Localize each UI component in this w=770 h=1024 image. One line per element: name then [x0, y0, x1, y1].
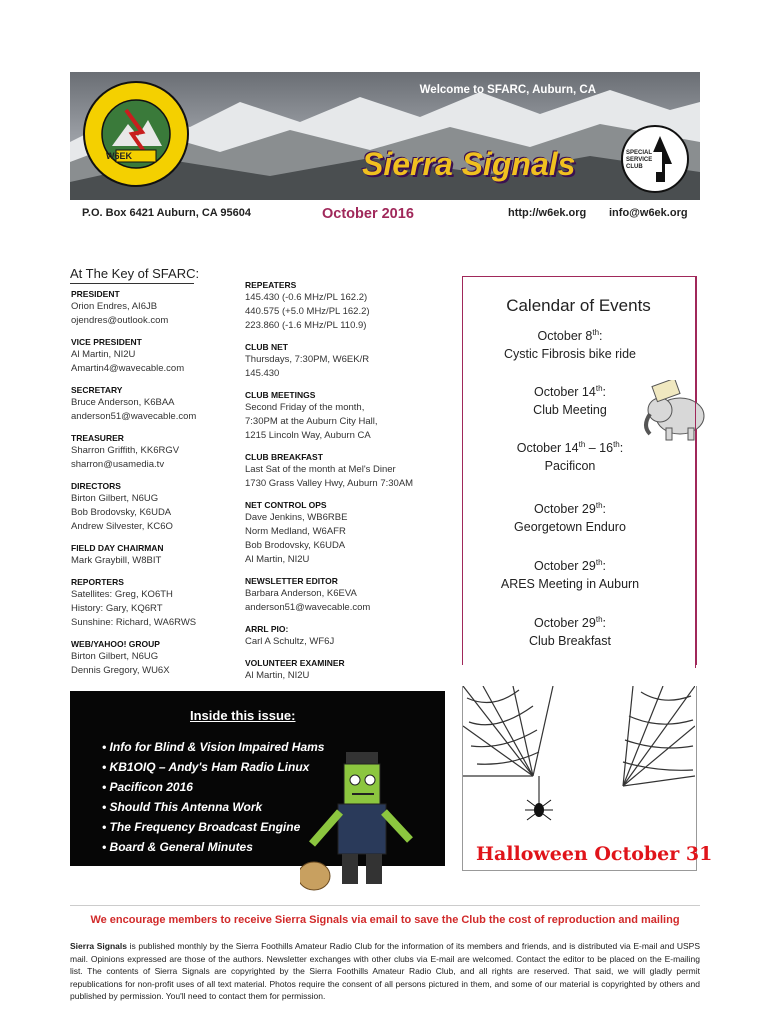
calendar-event: [480, 436, 660, 475]
inside-issue-item: [102, 740, 324, 754]
officer-name: anderson51@wavecable.com: [71, 411, 197, 422]
officer-name: Bob Brodovsky, K6UDA: [245, 540, 346, 551]
officer-name: Satellites: Greg, KO6TH: [71, 589, 173, 600]
officer-role: NET CONTROL OPS: [245, 500, 327, 510]
officer-role: REPORTERS: [71, 577, 124, 587]
event-date-tail: :: [619, 441, 624, 456]
event-description: Cystic Fibrosis bike ride: [504, 347, 636, 362]
website-link[interactable]: http://w6ek.org: [508, 207, 587, 219]
officer-role: SECRETARY: [71, 385, 123, 395]
inside-issue-item-text: Info for Blind & Vision Impaired Hams: [109, 740, 325, 754]
bullet-icon: •: [102, 840, 110, 854]
officer-name: anderson51@wavecable.com: [245, 602, 371, 613]
event-date-text: October 29: [534, 502, 596, 517]
officer-name: Al Martin, NI2U: [245, 670, 310, 681]
inside-issue-item-text: Pacificon 2016: [109, 780, 193, 794]
officer-role: WEB/YAHOO! GROUP: [71, 639, 160, 649]
officer-role: DIRECTORS: [71, 481, 121, 491]
event-date-text: October 14: [534, 385, 596, 400]
event-date-text: October 14: [516, 441, 579, 456]
officer-role: REPEATERS: [245, 280, 297, 290]
elephant-icon: [640, 380, 710, 442]
event-date-suffix: th: [595, 384, 603, 393]
newsletter-title: Sierra Signals: [362, 146, 576, 182]
officer-name: Al Martin, NI2U: [71, 349, 136, 360]
officer-name: 1215 Lincoln Way, Auburn CA: [245, 430, 371, 441]
event-date: [480, 611, 660, 632]
officer-name: 7:30PM at the Auburn City Hall,: [245, 416, 378, 427]
officer-name: Last Sat of the month at Mel's Diner: [245, 464, 396, 475]
logo-callsign: W6EK: [106, 151, 133, 161]
inside-issue-item-text: The Frequency Broadcast Engine: [109, 820, 301, 834]
officer-name: History: Gary, KQ6RT: [71, 603, 163, 614]
officer-name: ojendres@outlook.com: [71, 315, 169, 326]
publication-notice-text: is published monthly by the Sierra Foothills Amateur Radio Club for the information of its members and friends, and is distributed via E-mail and USPS mail. Opinions expressed are those of the authors. Newsletter exchanges with other clubs via E-mail are welcomed. Contact the editor to be placed on the E-mailing list. The contents of Sierra Signals are copyrighted by the Sierra Foothills Amateur Radio Club, and all rights are reserved. That said, we will gladly permit republications for non-profit uses of all text material. Photos require the consent of all persons pictured in them, and some of our material is copyrighted by others and published by permission. You'll need to contact them for permission.: [70, 941, 700, 1001]
publication-notice: [70, 940, 700, 1003]
badge-text: SPECIAL SERVICE CLUB: [626, 150, 653, 170]
officer-name: Al Martin, NI2U: [245, 554, 310, 565]
inside-issue-item: [102, 820, 300, 834]
officer-name: Sunshine: Richard, WA6RWS: [71, 617, 197, 628]
calendar-event: [480, 380, 660, 419]
event-date-text: October 8: [537, 329, 593, 344]
officer-name: Barbara Anderson, K6EVA: [245, 588, 357, 599]
event-date-suffix: th: [578, 440, 586, 449]
event-date-suffix: th: [613, 440, 620, 449]
calendar-event: [480, 497, 660, 536]
officer-name: Second Friday of the month,: [245, 402, 365, 413]
issue-month: October 2016: [322, 206, 414, 222]
officer-name: Bob Brodovsky, K6UDA: [71, 507, 172, 518]
event-date-text: October 29: [534, 559, 596, 574]
welcome-text: Welcome to SFARC, Auburn, CA: [419, 84, 596, 96]
event-date-tail: :: [602, 502, 606, 517]
event-description: Pacificon: [544, 459, 596, 474]
inside-issue-item: [102, 780, 193, 794]
bullet-icon: •: [102, 820, 110, 834]
officer-role: ARRL PIO:: [245, 624, 289, 634]
officer-name: Orion Endres, AI6JB: [71, 301, 158, 312]
officer-name: Mark Graybill, W8BIT: [71, 555, 162, 566]
inside-issue-title: Inside this issue:: [190, 708, 296, 723]
calendar-event: [480, 611, 660, 650]
event-date-tail: – 16: [585, 441, 614, 456]
officers-column-right: [245, 271, 455, 683]
inside-issue-item-text: Should This Antenna Work: [109, 800, 263, 814]
officer-role: CLUB BREAKFAST: [245, 452, 323, 462]
officer-name: Sharron Griffith, KK6RGV: [71, 445, 180, 456]
officer-role: VICE PRESIDENT: [71, 337, 142, 347]
officer-name: Birton Gilbert, N6UG: [71, 493, 159, 504]
officer-role: NEWSLETTER EDITOR: [245, 576, 338, 586]
spiderweb-illustration: [463, 686, 695, 836]
officer-name: 223.860 (-1.6 MHz/PL 110.9): [245, 320, 367, 331]
event-date: [480, 497, 660, 518]
officer-name: sharron@usamedia.tv: [71, 459, 165, 470]
officer-role: FIELD DAY CHAIRMAN: [71, 543, 164, 553]
inside-issue-item-text: KB1OIQ – Andy's Ham Radio Linux: [109, 760, 310, 774]
event-date-suffix: th: [592, 328, 600, 337]
inside-issue-item: [102, 840, 253, 854]
bullet-icon: •: [102, 740, 110, 754]
officer-name: 145.430 (-0.6 MHz/PL 162.2): [245, 292, 368, 303]
officer-name: Norm Medland, W6AFR: [245, 526, 346, 537]
officer-role: TREASURER: [71, 433, 124, 443]
email-link[interactable]: info@w6ek.org: [609, 207, 688, 219]
calendar-title: Calendar of Events: [506, 296, 651, 315]
event-description: Georgetown Enduro: [514, 520, 626, 535]
event-date-suffix: th: [595, 615, 603, 624]
footer-divider: [70, 905, 700, 906]
officer-name: Dave Jenkins, WB6RBE: [245, 512, 348, 523]
mailing-address: P.O. Box 6421 Auburn, CA 95604: [82, 207, 251, 219]
event-date-tail: :: [599, 329, 603, 344]
officer-name: Dennis Gregory, WU6X: [71, 665, 170, 676]
officer-name: Andrew Silvester, KC6O: [71, 521, 173, 532]
event-date: [480, 324, 660, 345]
officer-name: Birton Gilbert, N6UG: [71, 651, 159, 662]
event-date-tail: :: [602, 616, 606, 631]
bullet-icon: •: [102, 760, 110, 774]
officers-column-left: [71, 280, 241, 678]
bullet-icon: •: [102, 780, 110, 794]
inside-issue-item: [102, 760, 309, 774]
bullet-icon: •: [102, 800, 110, 814]
officer-name: 145.430: [245, 368, 280, 379]
publication-name: Sierra Signals: [70, 941, 127, 951]
halloween-heading: Halloween October 31: [476, 843, 713, 865]
officer-name: Amartin4@wavecable.com: [71, 363, 185, 374]
event-date: [480, 436, 660, 457]
officer-name: 1730 Grass Valley Hwy, Auburn 7:30AM: [245, 478, 414, 489]
officer-name: Bruce Anderson, K6BAA: [71, 397, 175, 408]
masthead-banner: [70, 72, 700, 200]
event-date-suffix: th: [595, 558, 603, 567]
officer-name: Thursdays, 7:30PM, W6EK/R: [245, 354, 370, 365]
inside-issue-item-text: Board & General Minutes: [109, 840, 253, 854]
panel-divider: [695, 276, 696, 668]
event-date-tail: :: [602, 385, 606, 400]
event-description: ARES Meeting in Auburn: [500, 577, 640, 592]
officer-role: CLUB NET: [245, 342, 288, 352]
calendar-event: [480, 554, 660, 593]
officer-name: Carl A Schultz, WF6J: [245, 636, 335, 647]
event-date-suffix: th: [595, 501, 603, 510]
officer-role: VOLUNTEER EXAMINER: [245, 658, 345, 668]
calendar-event: [480, 324, 660, 363]
officer-role: CLUB MEETINGS: [245, 390, 316, 400]
club-logo: [82, 80, 190, 188]
event-description: Club Meeting: [533, 403, 607, 418]
key-title: At The Key of SFARC:: [70, 266, 200, 281]
frankenstein-illustration: [300, 752, 420, 897]
event-date-tail: :: [602, 559, 606, 574]
officer-role: PRESIDENT: [71, 289, 120, 299]
event-date: [480, 554, 660, 575]
email-encouragement: We encourage members to receive Sierra Signals via email to save the Club the cost of reproduction and mailing: [90, 914, 680, 926]
officer-name: 440.575 (+5.0 MHz/PL 162.2): [245, 306, 370, 317]
event-date: [480, 380, 660, 401]
inside-issue-item: [102, 800, 262, 814]
event-date-text: October 29: [534, 616, 596, 631]
event-description: Club Breakfast: [529, 634, 611, 649]
